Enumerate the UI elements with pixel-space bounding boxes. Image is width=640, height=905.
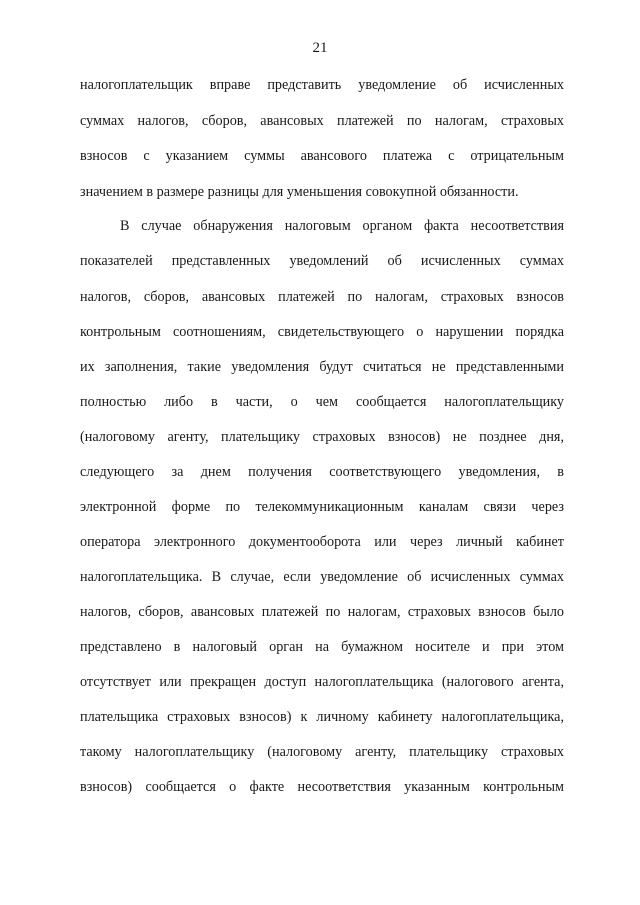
text-line-17: представлено в налоговый орган на бумажном носителе и при этом	[80, 639, 564, 655]
text-line-3: взносов с указанием суммы авансового платежа с отрицательным	[80, 148, 564, 164]
text-line-11: (налоговому агенту, плательщику страховых взносов) не позднее дня,	[80, 429, 564, 445]
text-line-14: оператора электронного документооборота или через личный кабинет	[80, 534, 564, 550]
text-line-8: контрольным соотношениям, свидетельствующего о нарушении порядка	[80, 324, 564, 340]
text-line-4: значением в размере разницы для уменьшения совокупной обязанности.	[80, 184, 519, 200]
text-line-1: налогоплательщик вправе представить уведомление об исчисленных	[80, 77, 564, 93]
text-line-19: плательщика страховых взносов) к личному кабинету налогоплательщика,	[80, 709, 564, 725]
text-line-10: полностью либо в части, о чем сообщается налогоплательщику	[80, 394, 564, 410]
text-line-21: взносов) сообщается о факте несоответствия указанным контрольным	[80, 779, 564, 795]
text-line-12: следующего за днем получения соответствующего уведомления, в	[80, 464, 564, 480]
text-line-16: налогов, сборов, авансовых платежей по налогам, страховых взносов было	[80, 604, 564, 620]
text-line-13: электронной форме по телекоммуникационным каналам связи через	[80, 499, 564, 515]
text-line-6: показателей представленных уведомлений об исчисленных суммах	[80, 253, 564, 269]
text-line-15: налогоплательщика. В случае, если уведомление об исчисленных суммах	[80, 569, 564, 585]
text-line-7: налогов, сборов, авансовых платежей по налогам, страховых взносов	[80, 289, 564, 305]
text-line-9: их заполнения, такие уведомления будут считаться не представленными	[80, 359, 564, 375]
text-line-20: такому налогоплательщику (налоговому агенту, плательщику страховых	[80, 744, 564, 760]
text-line-5: В случае обнаружения налоговым органом факта несоответствия	[120, 218, 564, 234]
text-line-18: отсутствует или прекращен доступ налогоплательщика (налогового агента,	[80, 674, 564, 690]
text-line-2: суммах налогов, сборов, авансовых платежей по налогам, страховых	[80, 113, 564, 129]
page-number: 21	[312, 40, 328, 56]
